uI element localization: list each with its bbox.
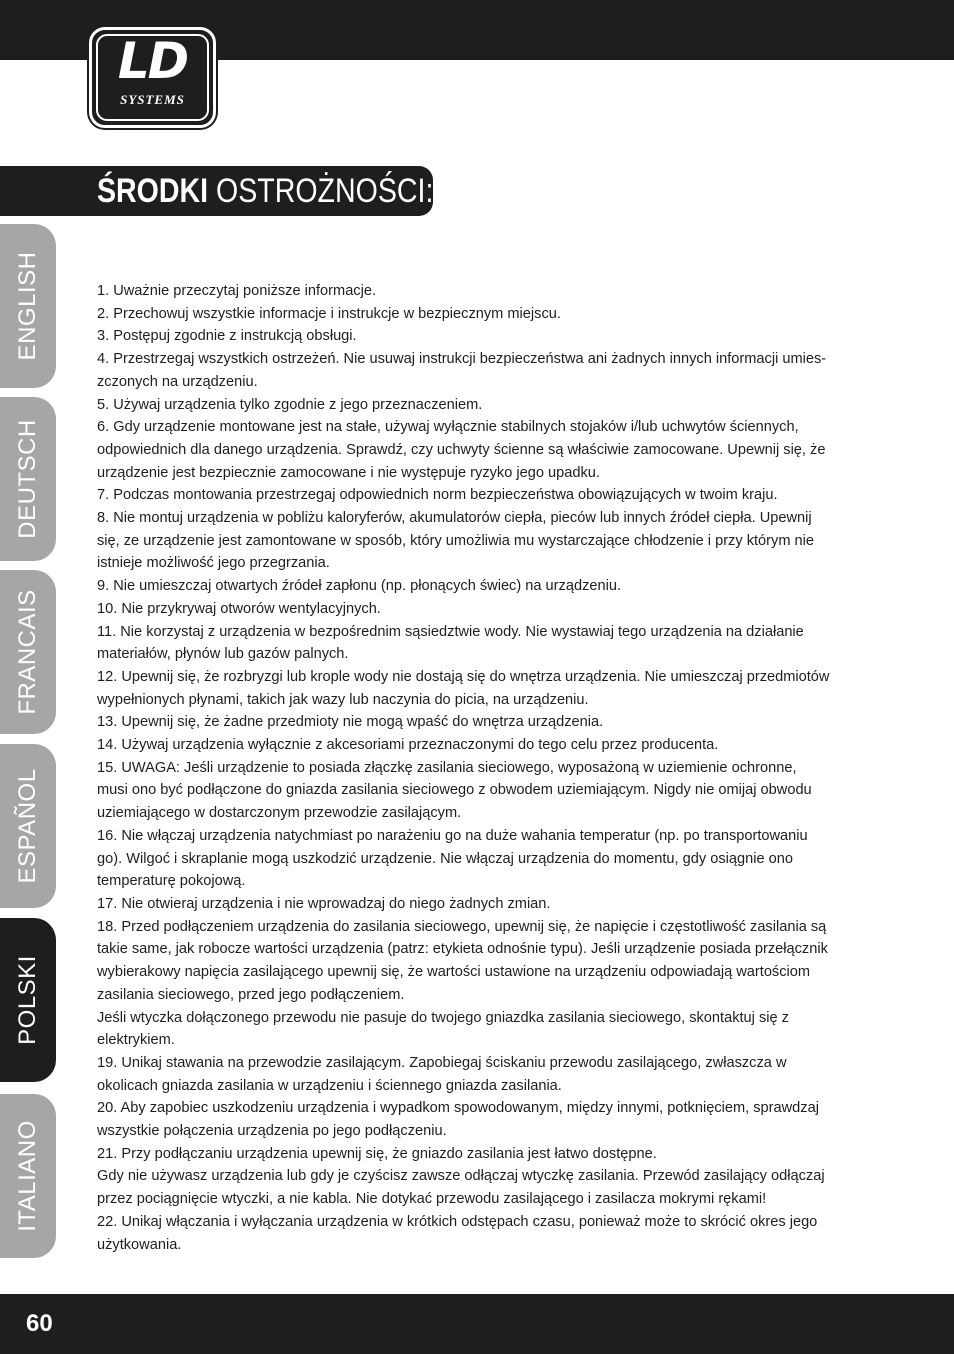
tab-deutsch[interactable] — [0, 397, 56, 561]
tab-francais[interactable] — [0, 570, 56, 734]
instruction-line: 11. Nie korzystaj z urządzenia w bezpośrednim sąsiedztwie wody. Nie wystawiaj tego urządzenia na działanie — [97, 623, 804, 640]
instruction-line: 17. Nie otwieraj urządzenia i nie wprowadzaj do niego żadnych zmian. — [97, 895, 551, 912]
tab-label: ENGLISH — [14, 251, 41, 361]
instruction-line: uziemiającego w dostarczonym przewodzie zasilającym. — [97, 805, 462, 822]
instruction-line: zczonych na urządzeniu. — [97, 373, 258, 390]
instruction-line: istnieje możliwość jego przegrzania. — [97, 555, 330, 572]
instruction-line: musi ono być podłączone do gniazda zasilania sieciowego z obwodem uziemiającym. Nigdy nie omijaj obwodu — [97, 782, 812, 799]
instruction-line: urządzenie jest bezpiecznie zamocowane i nie występuje ryzyko jego upadku. — [97, 464, 600, 481]
instruction-line: 2. Przechowuj wszystkie informacje i instrukcje w bezpiecznym miejscu. — [97, 305, 561, 322]
page-title-rest: OSTROŻNOŚCI: — [208, 172, 434, 210]
instruction-line: materiałów, płynów lub gazów palnych. — [97, 646, 349, 663]
instruction-line: 1. Uważnie przeczytaj poniższe informacje. — [97, 283, 377, 299]
tab-label: ITALIANO — [14, 1120, 41, 1232]
instruction-line: 4. Przestrzegaj wszystkich ostrzeżeń. Nie usuwaj instrukcji bezpieczeństwa ani żadnych innych informacji umies- — [97, 351, 827, 368]
instruction-line: użytkowania. — [97, 1236, 182, 1253]
bottom-bar — [0, 1294, 954, 1354]
instruction-line: 18. Przed podłączeniem urządzenia do zasilania sieciowego, upewnij się, że napięcie i częstotliwość zasilania są — [97, 918, 827, 935]
instruction-line: 6. Gdy urządzenie montowane jest na stałe, używaj wyłącznie stabilnych stojaków i/lub uchwytów ściennych, — [97, 419, 799, 436]
instruction-line: 14. Używaj urządzenia wyłącznie z akcesoriami przeznaczonymi do tego celu przez producenta. — [97, 737, 719, 754]
instruction-line: się, ze urządzenie jest zamontowane w sposób, który umożliwia mu wystarczające chłodzenie i przy którym nie — [97, 532, 815, 549]
instruction-line: wybierakowy napięcia zasilającego upewnij się, że wartości ustawione na urządzeniu odpowiadają wartościom — [97, 964, 811, 981]
instruction-line: wypełnionych płynami, takich jak wazy lub naczynia do picia, na urządzeniu. — [97, 691, 589, 708]
instruction-line: 10. Nie przykrywaj otworów wentylacyjnych. — [97, 600, 381, 617]
instruction-line: temperaturę pokojową. — [97, 873, 246, 890]
instruction-line: Jeśli wtyczka dołączonego przewodu nie pasuje do twojego gniazdka zasilania sieciowego, skontaktuj się z — [97, 1009, 789, 1026]
tab-label: ESPAÑOL — [14, 768, 41, 884]
tab-italiano[interactable] — [0, 1094, 56, 1258]
safety-instructions-text — [97, 280, 863, 1256]
page-title — [97, 172, 433, 210]
instruction-line: wszystkie połączenia urządzenia po jego podłączeniu. — [97, 1123, 447, 1140]
tab-label: DEUTSCH — [14, 419, 41, 539]
instruction-line: 9. Nie umieszczaj otwartych źródeł zapłonu (np. płonących świec) na urządzeniu. — [97, 578, 622, 595]
section-title-bar — [0, 166, 433, 216]
instruction-line: 21. Przy podłączaniu urządzenia upewnij się, że gniazdo zasilania jest łatwo dostępne. — [97, 1145, 657, 1162]
tab-polski[interactable] — [0, 918, 56, 1082]
logo-sub-text: SYSTEMS — [120, 92, 185, 107]
logo-main-text: LD — [117, 32, 188, 90]
tab-label: POLSKI — [14, 955, 41, 1045]
page-number: 60 — [26, 1310, 53, 1337]
instruction-line: go). Wilgoć i skraplanie mogą uszkodzić urządzenie. Nie włączaj urządzenia do momentu, gdy osiągnie ono — [97, 850, 793, 867]
instruction-line: 20. Aby zapobiec uszkodzeniu urządzenia i wypadkom spowodowanym, między innymi, potknięciem, sprawdzaj — [97, 1100, 819, 1117]
instruction-line: 3. Postępuj zgodnie z instrukcją obsługi. — [97, 328, 357, 345]
instruction-line: 19. Unikaj stawania na przewodzie zasilającym. Zapobiegaj ściskaniu przewodu zasilającego, zwłaszcza w — [97, 1054, 787, 1071]
tab-label: FRANCAIS — [14, 589, 41, 715]
instruction-line: 8. Nie montuj urządzenia w pobliżu kaloryferów, akumulatorów ciepła, pieców lub innych źródeł ciepła. Upewnij — [97, 510, 812, 527]
instruction-line: Gdy nie używasz urządzenia lub gdy je czyścisz zawsze odłączaj wtyczkę zasilania. Przewód zasilający odłączaj — [97, 1168, 825, 1185]
tab-espanol[interactable] — [0, 744, 56, 908]
instruction-line: takie same, jak robocze wartości urządzenia (patrz: etykieta odnośnie typu). Jeśli urządzenie posiada przełącznik — [97, 941, 828, 958]
instruction-line: odpowiednich dla danego urządzenia. Sprawdź, czy uchwyty ścienne są właściwie zamocowane. Upewnij się, że — [97, 441, 826, 458]
instruction-line: 5. Używaj urządzenia tylko zgodnie z jego przeznaczeniem. — [97, 396, 483, 413]
instruction-line: 22. Unikaj włączania i wyłączania urządzenia w krótkich odstępach czasu, ponieważ może to skrócić okres jego — [97, 1213, 818, 1230]
instruction-line: zasilania sieciowego, przed jego podłączeniem. — [97, 986, 405, 1003]
instruction-line: 16. Nie włączaj urządzenia natychmiast po narażeniu go na duże wahania temperatur (np. po transportowaniu — [97, 827, 808, 844]
instruction-line: okolicach gniazda zasilania w urządzeniu i ściennego gniazda zasilania. — [97, 1077, 562, 1094]
instruction-line: przez pociągnięcie wtyczki, a nie kabla. Nie dotykać przewodu zasilającego i zasilacza mokrymi rękami! — [97, 1191, 767, 1208]
tab-english[interactable] — [0, 224, 56, 388]
ld-systems-logo — [89, 27, 216, 128]
instruction-line: 12. Upewnij się, że rozbryzgi lub krople wody nie dostają się do wnętrza urządzenia. Nie umieszczaj przedmiotów — [97, 668, 830, 685]
instruction-line: 15. UWAGA: Jeśli urządzenie to posiada złączkę zasilania sieciowego, wyposażoną w uziemienie ochronne, — [97, 759, 797, 776]
instruction-line: elektrykiem. — [97, 1032, 175, 1049]
page-title-bold: ŚRODKI — [97, 172, 209, 210]
instruction-line: 7. Podczas montowania przestrzegaj odpowiednich norm bezpieczeństwa obowiązujących w twoim kraju. — [97, 487, 778, 504]
instruction-line: 13. Upewnij się, że żadne przedmioty nie mogą wpaść do wnętrza urządzenia. — [97, 714, 604, 731]
